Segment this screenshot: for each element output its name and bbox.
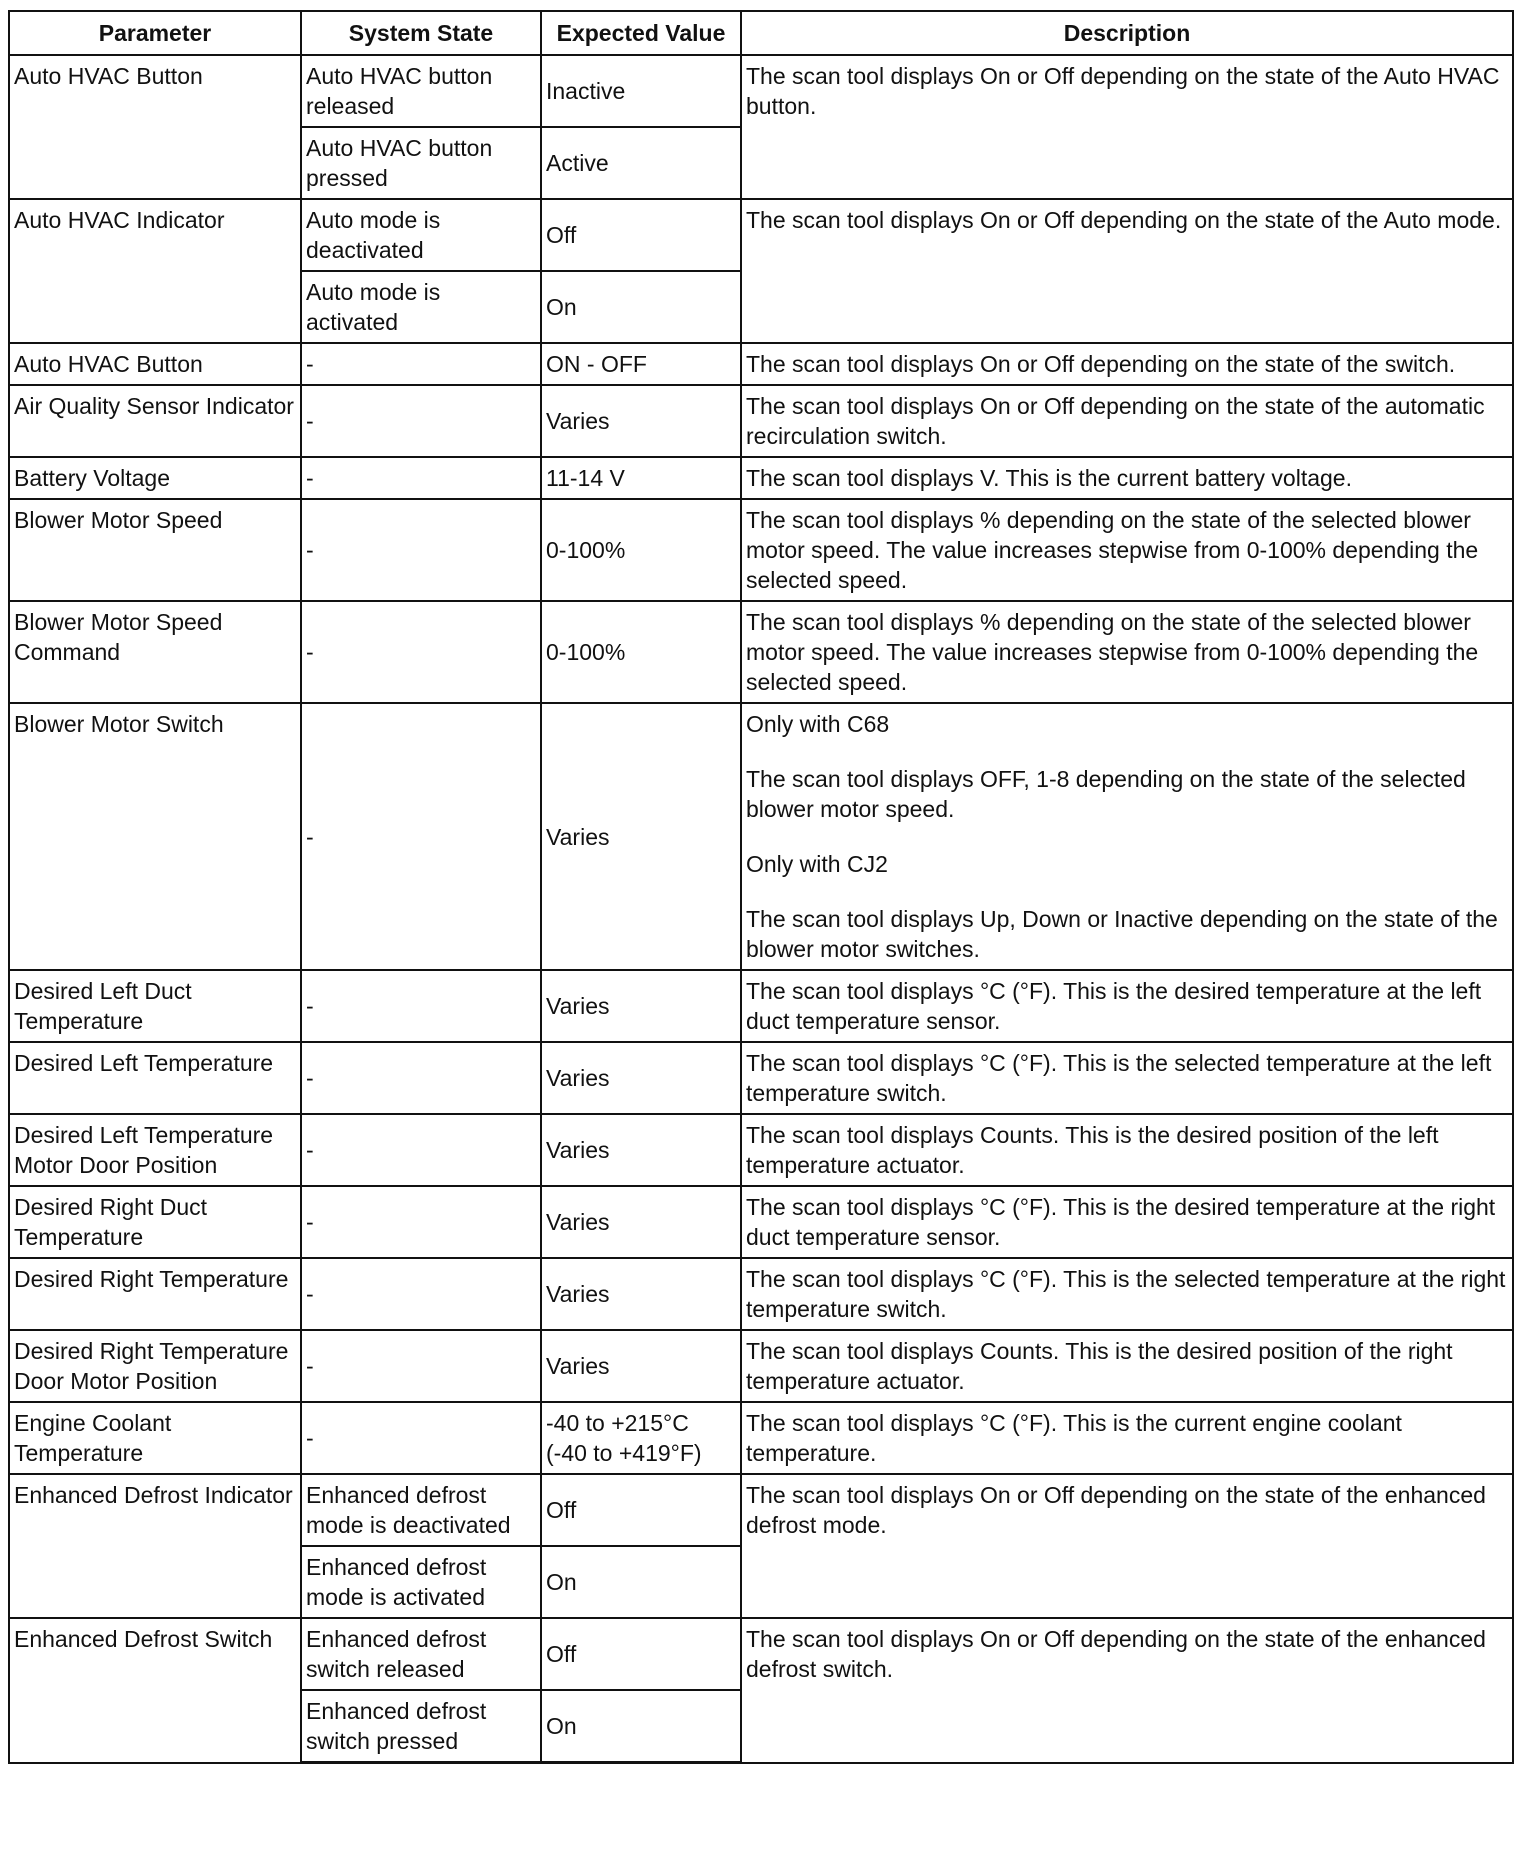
expected-value-cell: Off <box>541 1618 741 1690</box>
description-paragraph: The scan tool displays °C (°F). This is the current engine coolant temperature. <box>746 1410 1402 1466</box>
parameter-cell: Air Quality Sensor Indicator <box>9 385 301 457</box>
system-state-cell: Auto mode is activated <box>301 271 541 343</box>
description-paragraph: The scan tool displays % depending on the state of the selected blower motor speed. The value increases stepwise from 0-100% depending the selected speed. <box>746 609 1479 695</box>
system-state-cell: Enhanced defrost switch pressed <box>301 1690 541 1763</box>
expected-value-cell: Varies <box>541 1258 741 1330</box>
table-row <box>9 499 1513 601</box>
expected-value-cell: Off <box>541 1474 741 1546</box>
table-row <box>9 703 1513 970</box>
system-state-cell: - <box>301 1042 541 1114</box>
system-state-cell: Enhanced defrost mode is activated <box>301 1546 541 1618</box>
description-paragraph: The scan tool displays On or Off depending on the state of the enhanced defrost mode. <box>746 1482 1486 1538</box>
system-state-cell: - <box>301 703 541 970</box>
description-cell <box>741 703 1513 970</box>
expected-value-cell: ON - OFF <box>541 343 741 385</box>
description-paragraph: The scan tool displays On or Off depending on the state of the switch. <box>746 351 1456 377</box>
table-row <box>9 1258 1513 1330</box>
system-state-cell: - <box>301 601 541 703</box>
description-cell <box>741 343 1513 385</box>
description-cell <box>741 1042 1513 1114</box>
header-row <box>9 11 1513 55</box>
header-expected-value: Expected Value <box>541 11 741 55</box>
system-state-cell: - <box>301 343 541 385</box>
system-state-cell: Enhanced defrost mode is deactivated <box>301 1474 541 1546</box>
description-paragraph: The scan tool displays On or Off depending on the state of the automatic recirculation switch. <box>746 393 1485 449</box>
expected-value-cell: Active <box>541 127 741 199</box>
parameter-table <box>8 10 1514 1764</box>
expected-value-cell: Varies <box>541 703 741 970</box>
expected-value-cell: On <box>541 271 741 343</box>
table-row <box>9 1114 1513 1186</box>
system-state-cell: - <box>301 499 541 601</box>
description-paragraph: The scan tool displays Counts. This is the desired position of the left temperature actuator. <box>746 1122 1439 1178</box>
expected-value-cell: 0-100% <box>541 601 741 703</box>
header-description: Description <box>741 11 1513 55</box>
parameter-cell: Enhanced Defrost Switch <box>9 1618 301 1763</box>
table-row <box>9 601 1513 703</box>
description-cell <box>741 1186 1513 1258</box>
system-state-cell: - <box>301 1330 541 1402</box>
description-paragraph: The scan tool displays °C (°F). This is the desired temperature at the right duct temperature sensor. <box>746 1194 1496 1250</box>
parameter-cell: Desired Left Temperature Motor Door Position <box>9 1114 301 1186</box>
description-cell <box>741 457 1513 499</box>
system-state-cell: - <box>301 1402 541 1474</box>
table-body <box>9 55 1513 1763</box>
parameter-cell: Desired Right Temperature <box>9 1258 301 1330</box>
expected-value-cell: Varies <box>541 385 741 457</box>
parameter-cell: Desired Right Temperature Door Motor Position <box>9 1330 301 1402</box>
description-cell <box>741 199 1513 343</box>
expected-value-cell: Inactive <box>541 55 741 127</box>
description-paragraph: Only with CJ2 <box>746 851 888 877</box>
description-cell <box>741 1618 1513 1763</box>
expected-value-cell: Varies <box>541 1186 741 1258</box>
parameter-cell: Desired Left Temperature <box>9 1042 301 1114</box>
expected-value-cell: Off <box>541 199 741 271</box>
parameter-cell: Desired Left Duct Temperature <box>9 970 301 1042</box>
description-paragraph: The scan tool displays On or Off depending on the state of the Auto mode. <box>746 207 1502 233</box>
table-row <box>9 1042 1513 1114</box>
description-cell <box>741 1258 1513 1330</box>
parameter-cell: Engine Coolant Temperature <box>9 1402 301 1474</box>
table-row <box>9 1186 1513 1258</box>
system-state-cell: - <box>301 385 541 457</box>
description-paragraph: The scan tool displays Up, Down or Inactive depending on the state of the blower motor switches. <box>746 906 1498 962</box>
system-state-cell: Auto mode is deactivated <box>301 199 541 271</box>
expected-value-cell: 11-14 V <box>541 457 741 499</box>
description-cell <box>741 1402 1513 1474</box>
description-paragraph: Only with C68 <box>746 711 890 737</box>
table-row <box>9 1330 1513 1402</box>
expected-value-cell: Varies <box>541 1330 741 1402</box>
parameter-cell: Auto HVAC Button <box>9 343 301 385</box>
description-cell <box>741 970 1513 1042</box>
description-paragraph: The scan tool displays °C (°F). This is the desired temperature at the left duct temperature sensor. <box>746 978 1482 1034</box>
system-state-cell: - <box>301 457 541 499</box>
header-parameter: Parameter <box>9 11 301 55</box>
system-state-cell: - <box>301 1258 541 1330</box>
expected-value-cell: Varies <box>541 1042 741 1114</box>
description-cell <box>741 499 1513 601</box>
description-paragraph: The scan tool displays OFF, 1-8 depending on the state of the selected blower motor speed. <box>746 766 1466 822</box>
parameter-cell: Auto HVAC Button <box>9 55 301 199</box>
description-paragraph: The scan tool displays On or Off depending on the state of the enhanced defrost switch. <box>746 1626 1486 1682</box>
table-row <box>9 1402 1513 1474</box>
expected-value-cell: On <box>541 1546 741 1618</box>
parameter-cell: Auto HVAC Indicator <box>9 199 301 343</box>
description-cell <box>741 55 1513 199</box>
parameter-cell: Blower Motor Speed Command <box>9 601 301 703</box>
parameter-cell: Blower Motor Speed <box>9 499 301 601</box>
table-row <box>9 1618 1513 1690</box>
expected-value-cell: Varies <box>541 970 741 1042</box>
table-row <box>9 385 1513 457</box>
description-cell <box>741 1474 1513 1618</box>
system-state-cell: Auto HVAC button released <box>301 55 541 127</box>
description-paragraph: The scan tool displays Counts. This is the desired position of the right temperature actuator. <box>746 1338 1453 1394</box>
description-paragraph: The scan tool displays °C (°F). This is the selected temperature at the left temperature switch. <box>746 1050 1492 1106</box>
expected-value-cell: -40 to +215°C (-40 to +419°F) <box>541 1402 741 1474</box>
table-row <box>9 55 1513 127</box>
table-row <box>9 457 1513 499</box>
system-state-cell: - <box>301 970 541 1042</box>
system-state-cell: Auto HVAC button pressed <box>301 127 541 199</box>
description-cell <box>741 385 1513 457</box>
system-state-cell: - <box>301 1186 541 1258</box>
table-row <box>9 343 1513 385</box>
system-state-cell: - <box>301 1114 541 1186</box>
description-cell <box>741 601 1513 703</box>
expected-value-cell: On <box>541 1690 741 1763</box>
system-state-cell: Enhanced defrost switch released <box>301 1618 541 1690</box>
table-row <box>9 970 1513 1042</box>
parameter-cell: Enhanced Defrost Indicator <box>9 1474 301 1618</box>
description-cell <box>741 1114 1513 1186</box>
description-paragraph: The scan tool displays % depending on the state of the selected blower motor speed. The value increases stepwise from 0-100% depending the selected speed. <box>746 507 1479 593</box>
table-row <box>9 1474 1513 1546</box>
parameter-cell: Desired Right Duct Temperature <box>9 1186 301 1258</box>
parameter-cell: Blower Motor Switch <box>9 703 301 970</box>
expected-value-cell: 0-100% <box>541 499 741 601</box>
expected-value-cell: Varies <box>541 1114 741 1186</box>
description-paragraph: The scan tool displays On or Off depending on the state of the Auto HVAC button. <box>746 63 1500 119</box>
table-row <box>9 199 1513 271</box>
description-cell <box>741 1330 1513 1402</box>
description-paragraph: The scan tool displays V. This is the current battery voltage. <box>746 465 1352 491</box>
description-paragraph: The scan tool displays °C (°F). This is the selected temperature at the right temperature switch. <box>746 1266 1506 1322</box>
header-system-state: System State <box>301 11 541 55</box>
parameter-cell: Battery Voltage <box>9 457 301 499</box>
